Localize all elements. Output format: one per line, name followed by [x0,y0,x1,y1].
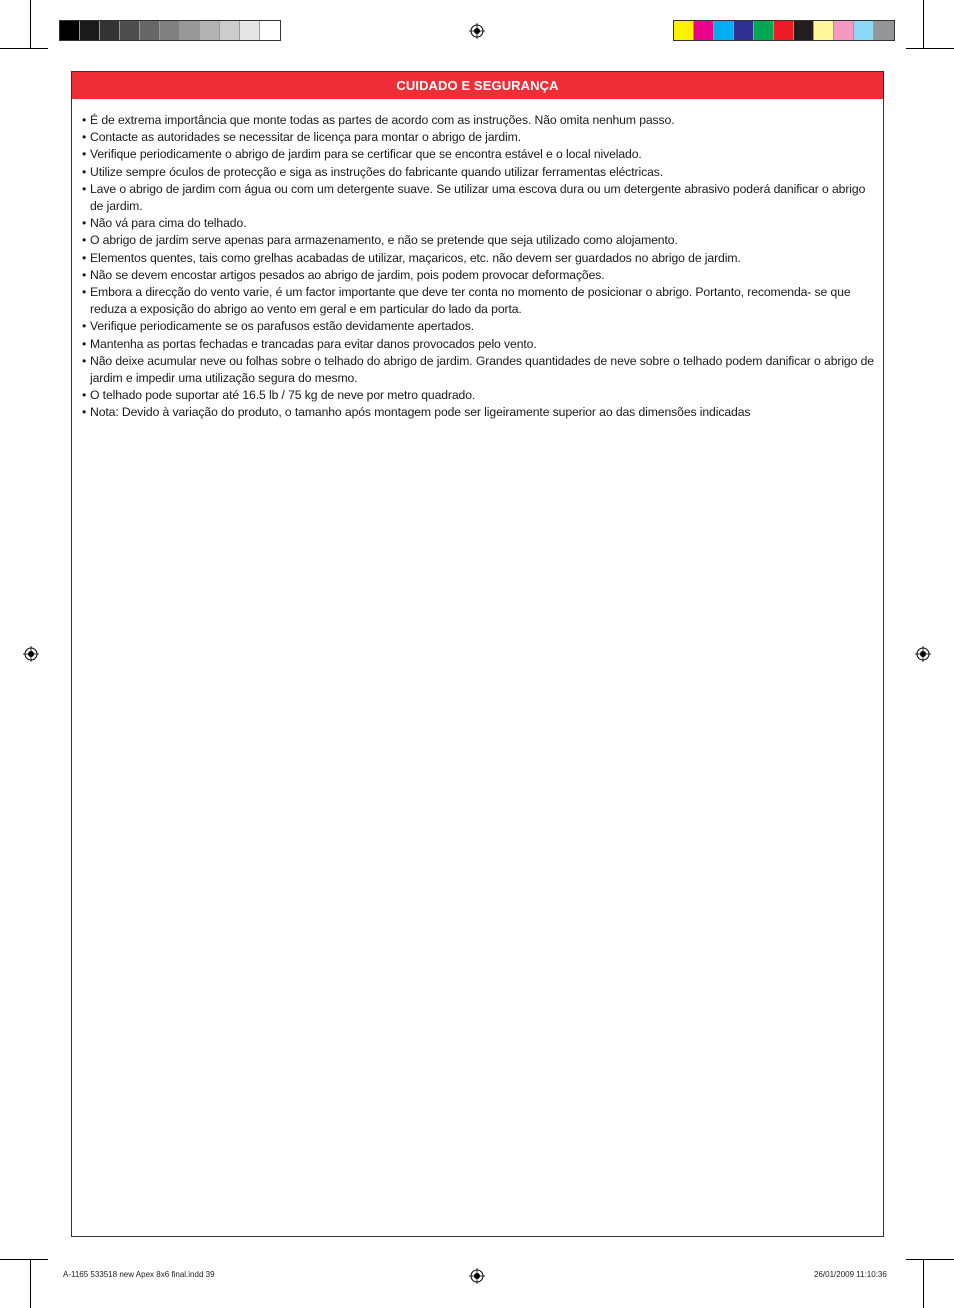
list-item-text: Mantenha as portas fechadas e trancadas para evitar danos provocados pelo vento. [90,336,537,351]
list-item [82,112,877,129]
color-swatch [754,21,774,40]
crop-mark [923,0,924,48]
process-color-bar [673,20,895,41]
section-header [72,72,883,99]
color-swatch [240,21,260,40]
crop-mark [906,1259,954,1260]
color-swatch [674,21,694,40]
bullet: • [82,336,87,351]
color-swatch [694,21,714,40]
list-item-text: Nota: Devido à variação do produto, o tamanho após montagem pode ser ligeiramente superior ao das dimensões indicadas [90,405,751,420]
list-item-text: Elementos quentes, tais como grelhas acabadas de utilizar, maçaricos, etc. não devem ser guardados no abrigo de jardim. [90,250,741,265]
color-swatch [714,21,734,40]
color-swatch [834,21,854,40]
list-item-text: Não deixe acumular neve ou folhas sobre o telhado do abrigo de jardim. Grandes quantidades de neve sobre o telhado podem danificar o abrigo de jardim e impedir uma utilização segura do mesmo. [90,353,874,386]
list-item-text: Não se devem encostar artigos pesados ao abrigo de jardim, pois podem provocar deformações. [90,267,605,282]
section-title: CUIDADO E SEGURANÇA [396,78,559,93]
color-swatch [180,21,200,40]
crop-mark [30,1260,31,1308]
color-swatch [200,21,220,40]
bullet: • [82,250,87,265]
list-item [82,336,877,353]
bullet: • [82,405,87,420]
color-swatch [874,21,894,40]
list-item [82,181,877,215]
registration-mark-icon [469,23,485,39]
safety-list [82,112,877,422]
registration-mark-icon [915,646,931,662]
list-item [82,232,877,249]
list-item-text: Verifique periodicamente o abrigo de jardim para se certificar que se encontra estável e o local nivelado. [90,147,642,162]
footer-file-name: A-1165 533518 new Apex 8x6 final.indd 39 [63,1270,215,1279]
list-item-text: Verifique periodicamente se os parafusos estão devidamente apertados. [90,319,475,334]
registration-mark-icon [469,1268,485,1284]
color-swatch [100,21,120,40]
bullet: • [82,130,87,145]
color-swatch [140,21,160,40]
list-item [82,353,877,387]
bullet: • [82,319,87,334]
bullet: • [82,181,87,196]
list-item-text: É de extrema importância que monte todas as partes de acordo com as instruções. Não omita nenhum passo. [90,113,675,127]
bullet: • [82,147,87,162]
color-swatch [774,21,794,40]
crop-mark [906,48,954,49]
bullet: • [82,164,87,179]
color-swatch [794,21,814,40]
bullet: • [82,233,87,248]
color-swatch [220,21,240,40]
list-item [82,404,877,421]
bullet: • [82,267,87,282]
list-item-text: Contacte as autoridades se necessitar de licença para montar o abrigo de jardim. [90,130,521,145]
list-item-text: Utilize sempre óculos de protecção e siga as instruções do fabricante quando utilizar ferramentas eléctricas. [90,164,664,179]
bullet: • [82,353,87,368]
list-item [82,267,877,284]
bullet: • [82,388,87,403]
color-swatch [160,21,180,40]
color-swatch [80,21,100,40]
crop-mark [0,48,48,49]
list-item-text: Embora a direcção do vento varie, é um factor importante que deve ter conta no momento de posicionar o abrigo. Portanto, recomenda- se que reduza a exposição do abrigo ao vento em geral e em particular do lado da porta. [90,285,851,317]
color-swatch [260,21,280,40]
list-item-text: O abrigo de jardim serve apenas para armazenamento, e não se pretende que seja utilizado como alojamento. [90,233,678,248]
gray-color-bar [59,20,281,41]
color-swatch [814,21,834,40]
list-item-text: Não vá para cima do telhado. [90,216,247,231]
list-item [82,164,877,181]
bullet: • [82,285,87,300]
crop-mark [30,0,31,48]
color-swatch [120,21,140,40]
color-swatch [60,21,80,40]
list-item-text: O telhado pode suportar até 16.5 lb / 75 kg de neve por metro quadrado. [90,388,476,403]
list-item [82,129,877,146]
crop-mark [923,1260,924,1308]
list-item [82,215,877,232]
list-item [82,387,877,404]
list-item [82,284,877,318]
content-frame [71,71,884,1237]
list-item [82,318,877,335]
footer-datetime: 26/01/2009 11:10:36 [814,1270,887,1279]
list-item-text: Lave o abrigo de jardim com água ou com um detergente suave. Se utilizar uma escova dura ou um detergente abrasivo poderá danificar o abrigo de jardim. [90,181,866,214]
list-item [82,146,877,163]
color-swatch [734,21,754,40]
list-item [82,250,877,267]
bullet: • [82,113,87,127]
crop-mark [0,1259,48,1260]
color-swatch [854,21,874,40]
bullet: • [82,216,87,231]
registration-mark-icon [23,646,39,662]
